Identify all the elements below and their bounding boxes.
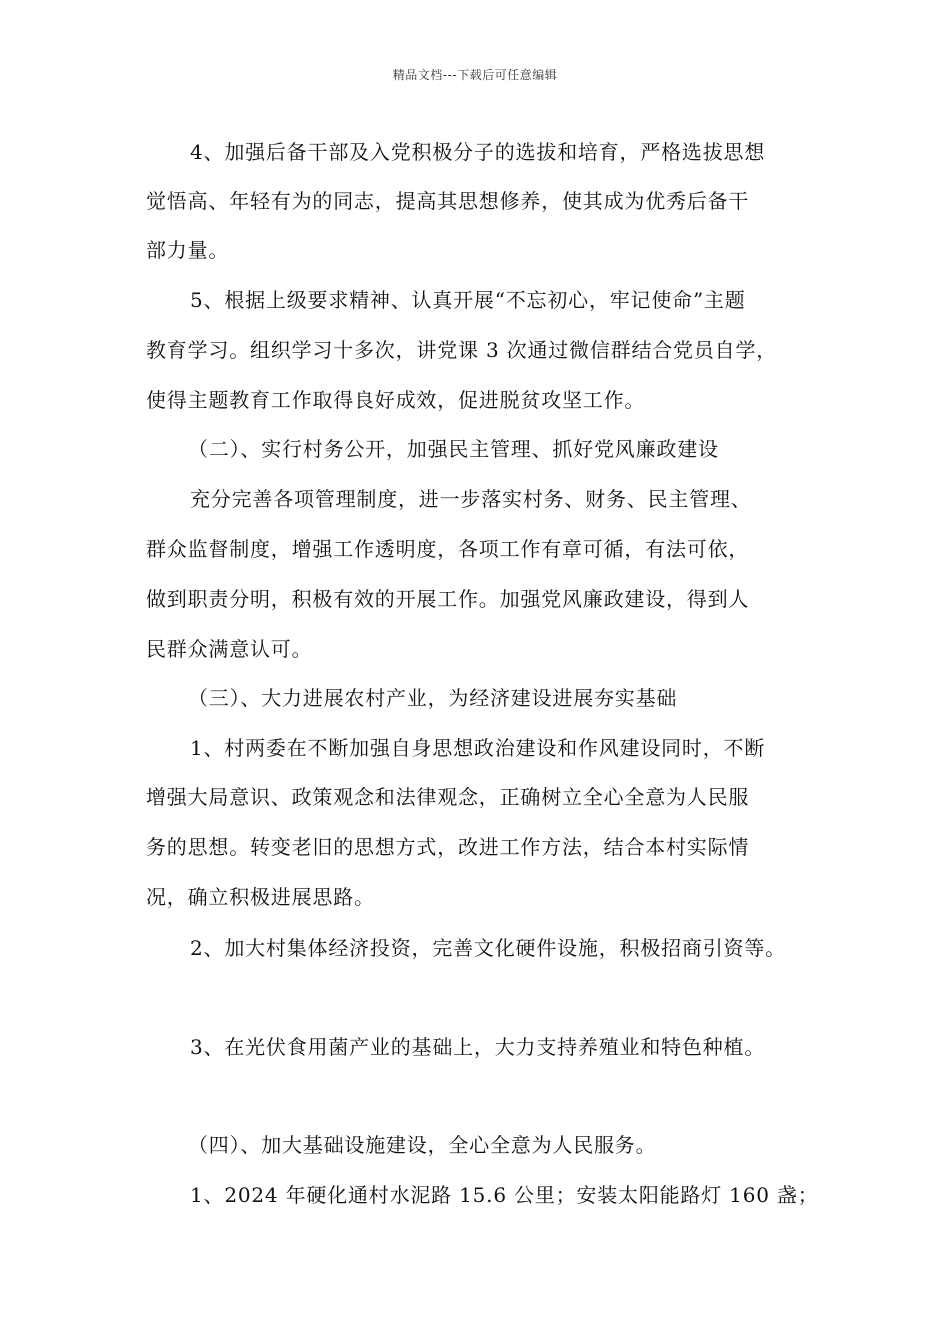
paragraph-line: 民群众满意认可。 xyxy=(146,637,313,661)
page-header: 精品文档---下载后可任意编辑 xyxy=(392,68,558,82)
paragraph-line: 充分完善各项管理制度，进一步落实村务、财务、民主管理、 xyxy=(190,487,752,511)
paragraph-line: 3、在光伏食用菌产业的基础上，大力支持养殖业和特色种植。 xyxy=(190,1035,766,1059)
section-heading: （三）、大力进展农村产业，为经济建设进展夯实基础 xyxy=(188,686,678,710)
paragraph-line: 使得主题教育工作取得良好成效，促进脱贫攻坚工作。 xyxy=(146,388,646,412)
section-heading: （二）、实行村务公开，加强民主管理、抓好党风廉政建设 xyxy=(188,437,719,461)
paragraph-line: 1、2024 年硬化通村水泥路 15.6 公里；安装太阳能路灯 160 盏； xyxy=(190,1183,819,1207)
paragraph-line: 部力量。 xyxy=(146,238,230,262)
paragraph-line: 5、根据上级要求精神、认真开展“不忘初心，牢记使命”主题 xyxy=(190,288,746,312)
paragraph-line: 1、村两委在不断加强自身思想政治建设和作风建设同时，不断 xyxy=(190,736,766,760)
paragraph-line: 增强大局意识、政策观念和法律观念，正确树立全心全意为人民服 xyxy=(146,785,750,809)
paragraph-line: 群众监督制度，增强工作透明度，各项工作有章可循，有法可依， xyxy=(146,537,750,561)
paragraph-line: 教育学习。组织学习十多次，讲党课 3 次通过微信群结合党员自学， xyxy=(146,338,778,362)
paragraph-line: 务的思想。转变老旧的思想方式，改进工作方法，结合本村实际情 xyxy=(146,835,750,859)
paragraph-line: 做到职责分明，积极有效的开展工作。加强党风廉政建设，得到人 xyxy=(146,587,750,611)
paragraph-line: 况，确立积极进展思路。 xyxy=(146,885,375,909)
paragraph-line: 2、加大村集体经济投资，完善文化硬件设施，积极招商引资等。 xyxy=(190,936,786,960)
paragraph-line: 4、加强后备干部及入党积极分子的选拔和培育，严格选拔思想 xyxy=(190,140,766,164)
paragraph-line: 觉悟高、年轻有为的同志，提高其思想修养，使其成为优秀后备干 xyxy=(146,189,750,213)
section-heading: （四）、加大基础设施建设，全心全意为人民服务。 xyxy=(188,1133,657,1157)
